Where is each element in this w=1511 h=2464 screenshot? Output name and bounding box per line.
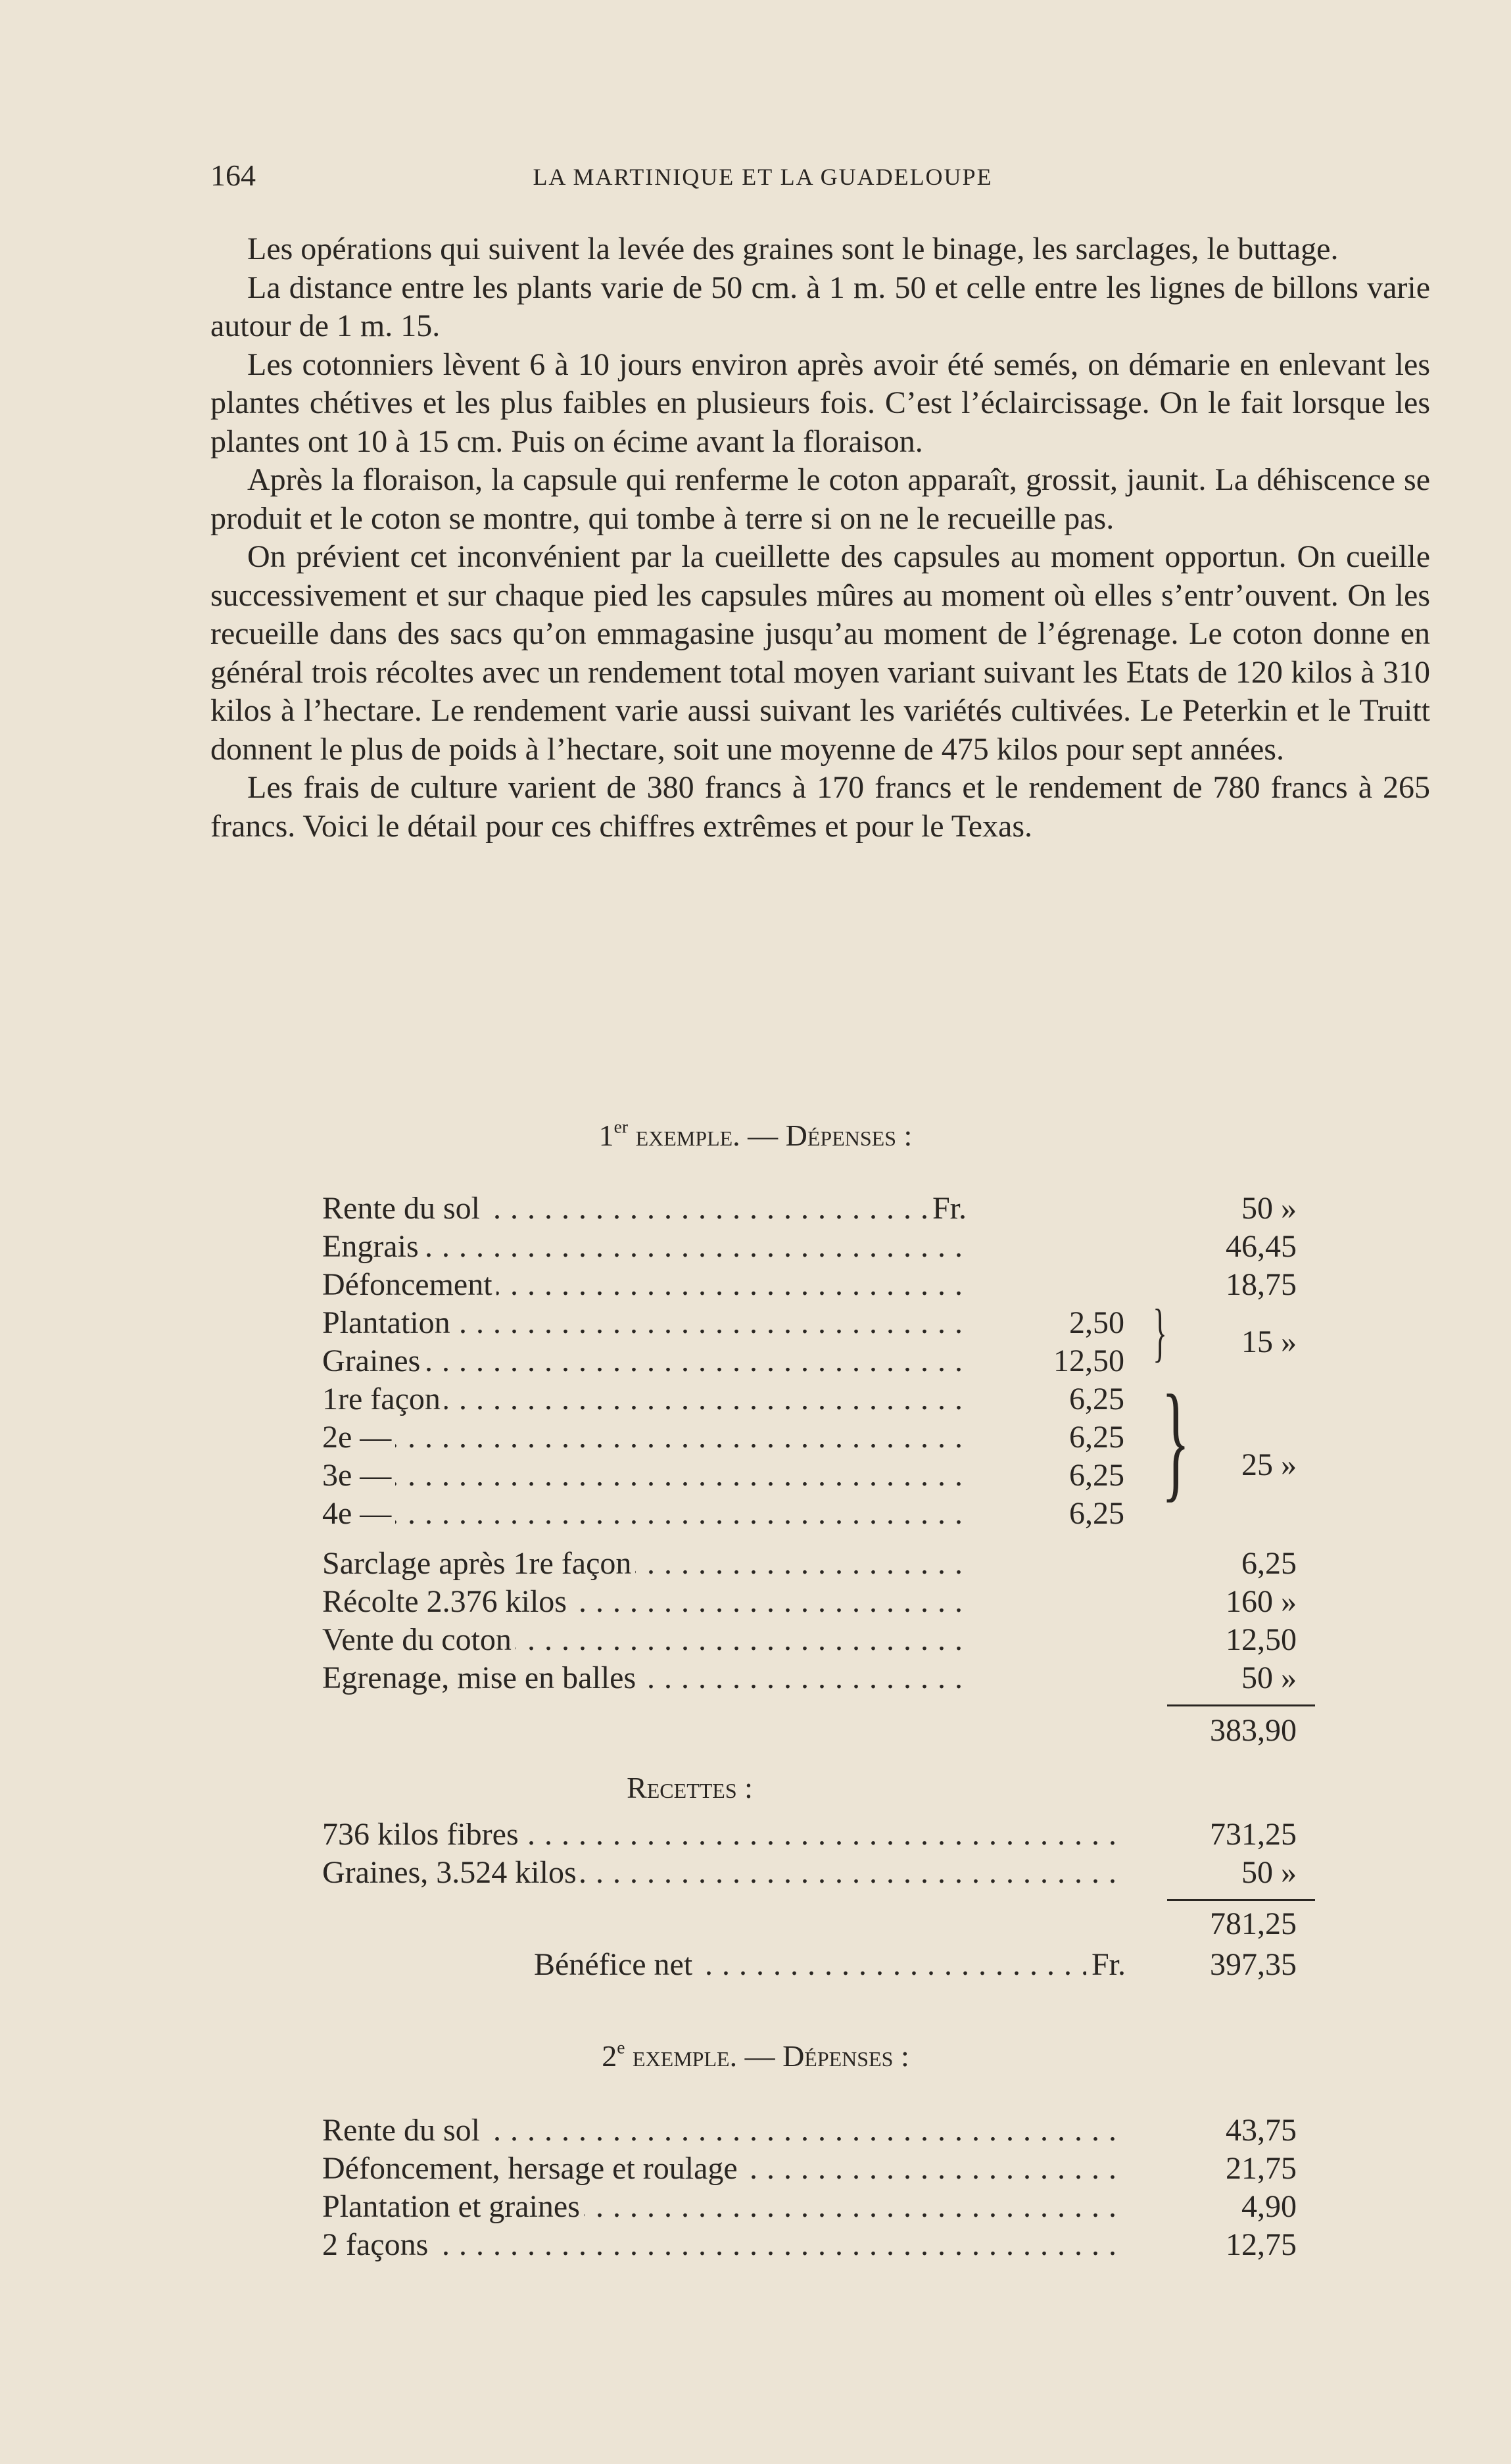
page-number: 164 xyxy=(210,158,256,192)
currency-label: Fr. xyxy=(1086,1946,1126,1983)
expense-value: 6,25 xyxy=(1241,1546,1297,1581)
expense-value: 50 » xyxy=(1241,1191,1297,1226)
expense-row: Vente du coton . . . 12,50 xyxy=(0,1622,1511,1660)
expense-row: 3e — . . . 6,25 xyxy=(0,1457,1511,1495)
paragraph: Après la floraison, la capsule qui renferme le coton apparaît, grossit, jaunit. La déhiscence se produit et le coton se montre, qui tombe à terre si on ne le recueille pas. xyxy=(210,462,1430,536)
expense-value: 46,45 xyxy=(1226,1229,1297,1264)
expenses-total: 383,90 xyxy=(1210,1713,1297,1748)
expense-row: 1re façon . . . 6,25 xyxy=(0,1381,1511,1419)
expense-row: Sarclage après 1re façon . . . 6,25 xyxy=(0,1545,1511,1583)
expense-value: 12,75 xyxy=(1226,2227,1297,2262)
body-text xyxy=(210,230,1430,846)
expense-row: Récolte 2.376 kilos . . . 160 » xyxy=(0,1583,1511,1622)
paragraph: Les opérations qui suivent la levée des graines sont le binage, les sarclages, le buttage. xyxy=(247,231,1339,266)
receipts-total: 781,25 xyxy=(1210,1906,1297,1941)
receipts-heading: Recettes : xyxy=(627,1771,753,1804)
running-title: LA MARTINIQUE ET LA GUADELOUPE xyxy=(533,164,993,190)
expense-row: Plantation . . . 2,50 xyxy=(0,1305,1511,1343)
expense-value: 50 » xyxy=(1241,1660,1297,1695)
paragraph: On prévient cet inconvénient par la cueillette des capsules au moment opportun. On cueille successivement et sur chaque pied les capsules mûres au moment où elles s’entr’ouvent. On les recueille dans des sacs qu’on emmagasine jusqu’au moment de l’égrenage. Le coton donne en général trois récoltes avec un rendement total moyen variant suivant les Etats de 120 kilos à 310 kilos à l’hectare. Le rendement varie aussi suivant les variétés cultivées. Le Peterkin et le Truitt donnent le plus de poids à l’hectare, soit une moyenne de 475 kilos pour sept années. xyxy=(210,539,1430,767)
expense-row: Défoncement . . . 18,75 xyxy=(0,1267,1511,1305)
expenses-total-row xyxy=(0,1712,1511,1751)
expense-subvalue: 6,25 xyxy=(1069,1458,1124,1493)
expense-subvalue: 2,50 xyxy=(1069,1305,1124,1340)
receipt-value: 731,25 xyxy=(1210,1817,1297,1852)
expense-value: 12,50 xyxy=(1226,1622,1297,1657)
receipt-row: Graines, 3.524 kilos . . . 50 » xyxy=(0,1854,1511,1893)
expense-value: 160 » xyxy=(1226,1584,1297,1619)
expense-row: 2e — . . . 6,25 xyxy=(0,1419,1511,1457)
paragraph: Les frais de culture varient de 380 francs à 170 francs et le rendement de 780 francs à 265 francs. Voici le détail pour ces chiffres extrêmes et pour le Texas. xyxy=(210,770,1430,844)
expense-value: 21,75 xyxy=(1226,2151,1297,2186)
net-profit-row: Bénéfice net Fr. . . . 397,35 xyxy=(0,1946,1511,1985)
example1-heading: 1er exemple. — Dépenses : xyxy=(598,1116,913,1152)
expense-row: Graines . . . 12,50 xyxy=(0,1343,1511,1381)
expense-row: Rente du sol Fr. . . . 50 » xyxy=(0,1190,1511,1228)
group1-total: 15 » xyxy=(1241,1324,1297,1359)
expense-subvalue: 6,25 xyxy=(1069,1496,1124,1531)
paragraph: La distance entre les plants varie de 50 cm. à 1 m. 50 et celle entre les lignes de billons varie autour de 1 m. 15. xyxy=(210,270,1430,343)
total-rule xyxy=(1167,1704,1315,1706)
receipt-value: 50 » xyxy=(1241,1855,1297,1890)
expense-value: 18,75 xyxy=(1226,1267,1297,1302)
receipt-row: 736 kilos fibres . . . 731,25 xyxy=(0,1816,1511,1854)
receipts-total-row xyxy=(0,1906,1511,1944)
expense-row: Défoncement, hersage et roulage . . . 21,75 xyxy=(0,2150,1511,2188)
expense-subvalue: 6,25 xyxy=(1069,1420,1124,1455)
expense-row: Rente du sol . . . 43,75 xyxy=(0,2112,1511,2150)
expense-subvalue: 6,25 xyxy=(1069,1382,1124,1416)
example2-heading: 2e exemple. — Dépenses : xyxy=(602,2037,909,2073)
paragraph: Les cotonniers lèvent 6 à 10 jours environ après avoir été semés, on démarie en enlevant les plantes chétives et les plus faibles en plusieurs fois. C’est l’éclaircissage. On le fait lorsque les plantes ont 10 à 15 cm. Puis on écime avant la floraison. xyxy=(210,347,1430,459)
page-header xyxy=(210,158,1315,197)
expense-subvalue: 12,50 xyxy=(1053,1343,1124,1378)
expense-row: 2 façons . . . 12,75 xyxy=(0,2227,1511,2265)
brace-group2: } xyxy=(1161,1368,1190,1514)
brace-group1: } xyxy=(1153,1295,1167,1368)
expense-row: Egrenage, mise en balles . . . 50 » xyxy=(0,1660,1511,1698)
group2-total: 25 » xyxy=(1241,1447,1297,1482)
expense-value: 43,75 xyxy=(1226,2113,1297,2148)
expense-row: 4e — . . . 6,25 xyxy=(0,1495,1511,1534)
currency-label: Fr. xyxy=(927,1190,967,1226)
net-profit-value: 397,35 xyxy=(1210,1947,1297,1982)
expense-value: 4,90 xyxy=(1241,2189,1297,2224)
total-rule xyxy=(1167,1899,1315,1901)
expense-row: Plantation et graines . . . 4,90 xyxy=(0,2188,1511,2227)
expense-row: Engrais . . . 46,45 xyxy=(0,1228,1511,1267)
